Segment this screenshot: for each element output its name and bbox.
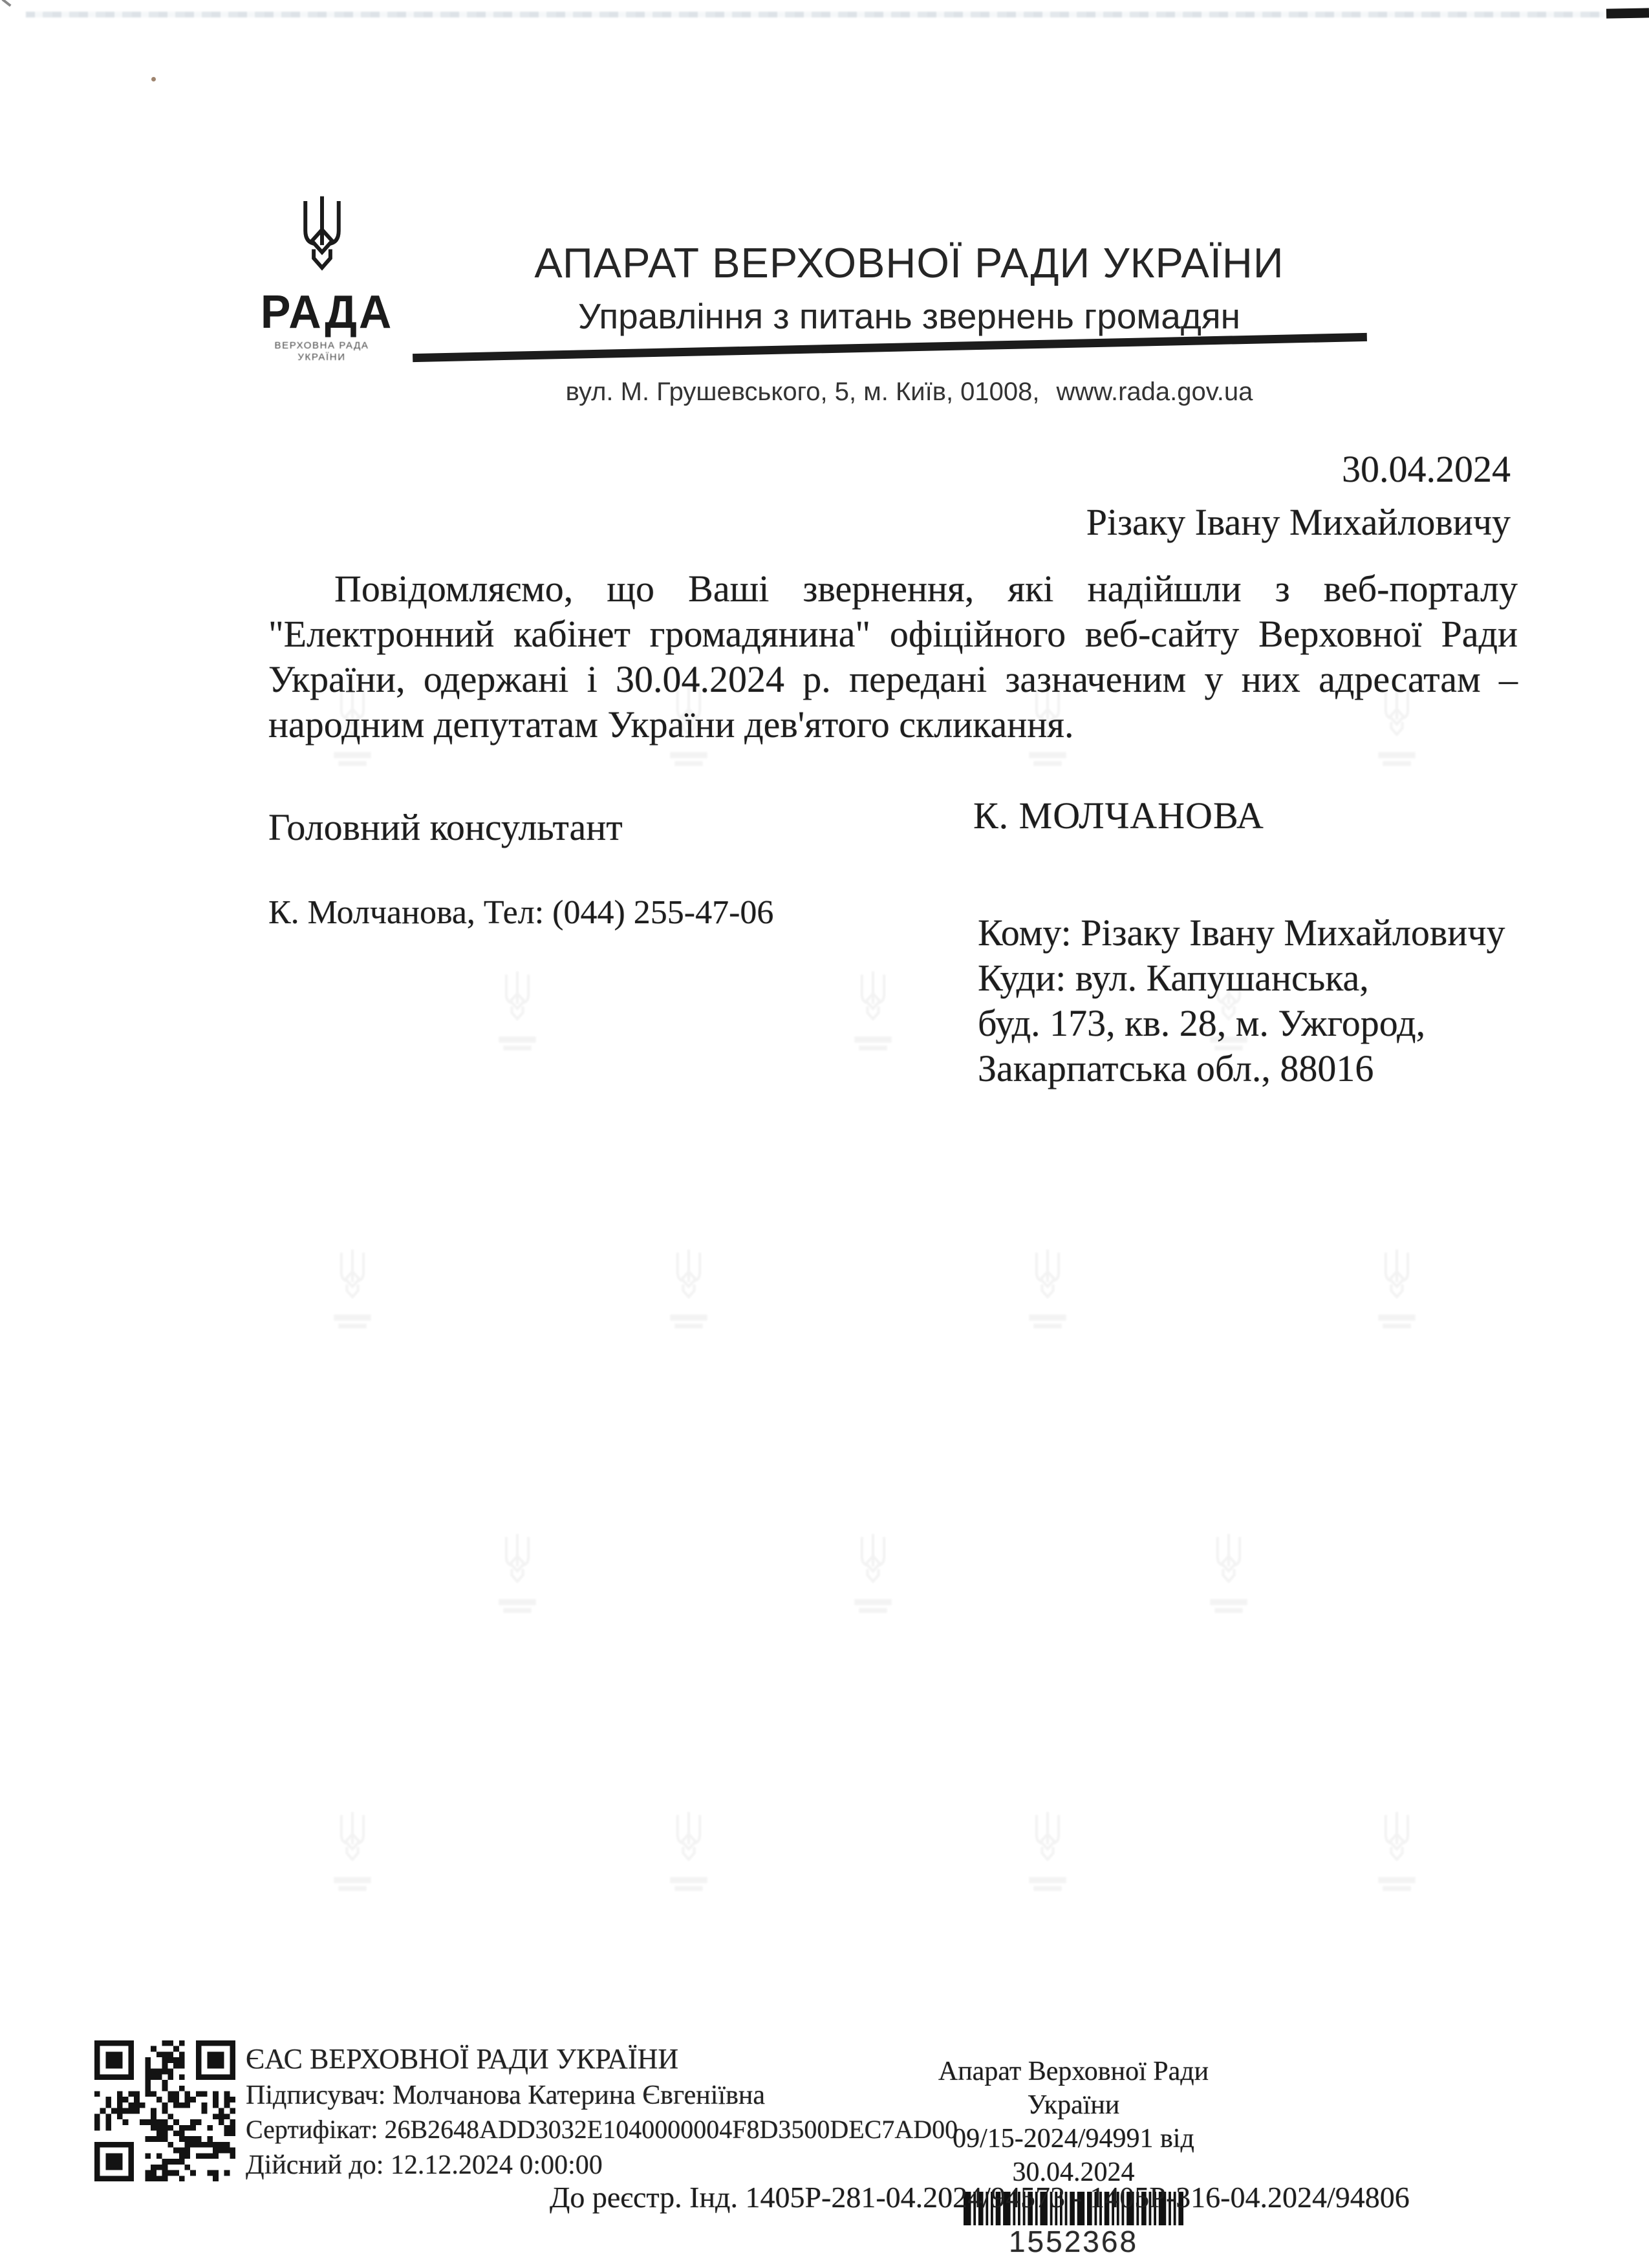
watermark-ghost [1022,1248,1073,1329]
org-title: АПАРАТ ВЕРХОВНОЇ РАДИ УКРАЇНИ [534,239,1284,286]
barcode-number: 1552368 [1008,2225,1139,2258]
rada-logo [259,194,394,363]
letter-body [268,566,1518,747]
signer-name: К. МОЛЧАНОВА [973,795,1264,837]
scan-speck [151,77,156,81]
letterhead-rule [413,333,1367,362]
logo-subtext-line1: ВЕРХОВНА РАДА [274,340,369,351]
org-subtitle: Управління з питань звернень громадян [577,296,1241,336]
reg-number-line: 09/15-2024/94991 від 30.04.2024 [953,2124,1194,2187]
letter-date: 30.04.2024 [1342,448,1511,490]
org-website: www.rada.gov.ua [1056,378,1253,406]
esign-block [246,2044,958,2179]
recipient-line-3: буд. 173, кв. 28, м. Ужгород, [978,1002,1426,1044]
watermark-ghost [1203,1532,1255,1613]
watermark-ghost [663,1810,715,1891]
watermark-ghost [327,1248,378,1329]
scan-edge-noise [26,12,1604,17]
logo-subtext-line2: УКРАЇНИ [297,352,346,363]
qr-code [94,2040,235,2181]
esign-signer: Підписувач: Молчанова Катерина Євгеніївна [246,2081,766,2110]
watermark-ghost [663,1248,715,1329]
recipient-line-4: Закарпатська обл., 88016 [978,1047,1374,1089]
watermark-ghost [1022,1810,1073,1891]
recipient-address-block [978,910,1505,1091]
registry-index-line: До реєстр. Інд. 1405Р-281-04.2024/94573 - 1405Р-316-04.2024/94806 [550,2181,1410,2214]
registration-block [907,2055,1240,2258]
body-line-1: Повідомляємо, що Ваші звернення, які надійшли з веб-порталу [334,568,1518,610]
org-address: вул. М. Грушевського, 5, м. Київ, 01008, [565,378,1040,406]
watermark-ghost [491,970,543,1051]
scan-corner-mark [1606,8,1649,18]
watermark-ghost [327,1810,378,1891]
signer-title: Головний консультант [268,806,623,848]
reg-org-line: Апарат Верховної Ради України [938,2057,1209,2120]
recipient-line-2: Куди: вул. Капушанська, [978,957,1369,999]
esign-certificate: Сертифікат: 26B2648ADD3032E1040000004F8D3500DEC7AD00 [246,2115,958,2144]
esign-validity: Дійсний до: 12.12.2024 0:00:00 [246,2150,603,2180]
letter-addressee: Різаку Івану Михайловичу [1086,501,1511,543]
body-line-2: "Електронний кабінет громадянина" офіційного веб-сайту Верховної Ради [268,613,1518,655]
logo-wordmark: РАДА [260,286,394,338]
eas-title: ЄАС ВЕРХОВНОЇ РАДИ УКРАЇНИ [246,2043,679,2075]
watermark-ghost [847,1532,899,1613]
contact-line: К. Молчанова, Тел: (044) 255-47-06 [268,894,774,931]
watermark-ghost [847,970,899,1051]
letterhead [453,239,1366,336]
org-address-line [453,378,1366,407]
watermark-ghost [1371,1248,1423,1329]
date-addressee-block [1086,446,1511,546]
trident-icon [292,194,352,283]
watermark-ghost [491,1532,543,1613]
watermark-ghost [1371,1810,1423,1891]
recipient-line-1: Кому: Різаку Івану Михайловичу [978,912,1505,954]
body-line-4: народним депутатам України дев'ятого скликання. [268,703,1074,745]
logo-subtext [259,340,385,363]
body-line-3: України, одержані і 30.04.2024 р. передані зазначеним у них адресатам – [268,658,1518,700]
scan-topleft-mark [1,0,11,7]
